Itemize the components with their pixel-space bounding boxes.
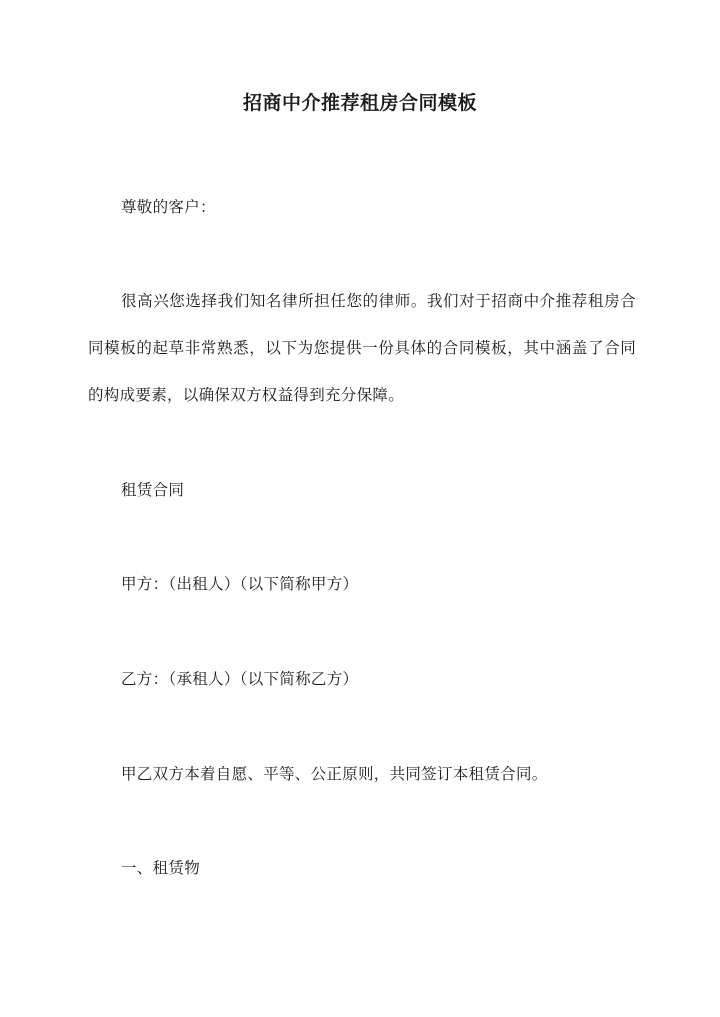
intro-paragraph: 很高兴您选择我们知名律所担任您的律师。我们对于招商中介推荐租房合同模板的起草非常熟悉，以下为您提供一份具体的合同模板，其中涵盖了合同的构成要素，以确保双方权益得到充分保障。: [88, 292, 636, 404]
party-b-line: 乙方：（承租人）（以下简称乙方）: [121, 670, 359, 688]
section-heading-1: 一、租赁物: [121, 859, 201, 877]
agreement-line: 甲乙双方本着自愿、平等、公正原则，共同签订本租赁合同。: [121, 765, 548, 783]
contract-heading: 租赁合同: [121, 481, 185, 499]
greeting-line: 尊敬的客户：: [121, 198, 216, 216]
document-title: 招商中介推荐租房合同模板: [242, 92, 477, 114]
party-a-line: 甲方：（出租人）（以下简称甲方）: [121, 575, 359, 593]
